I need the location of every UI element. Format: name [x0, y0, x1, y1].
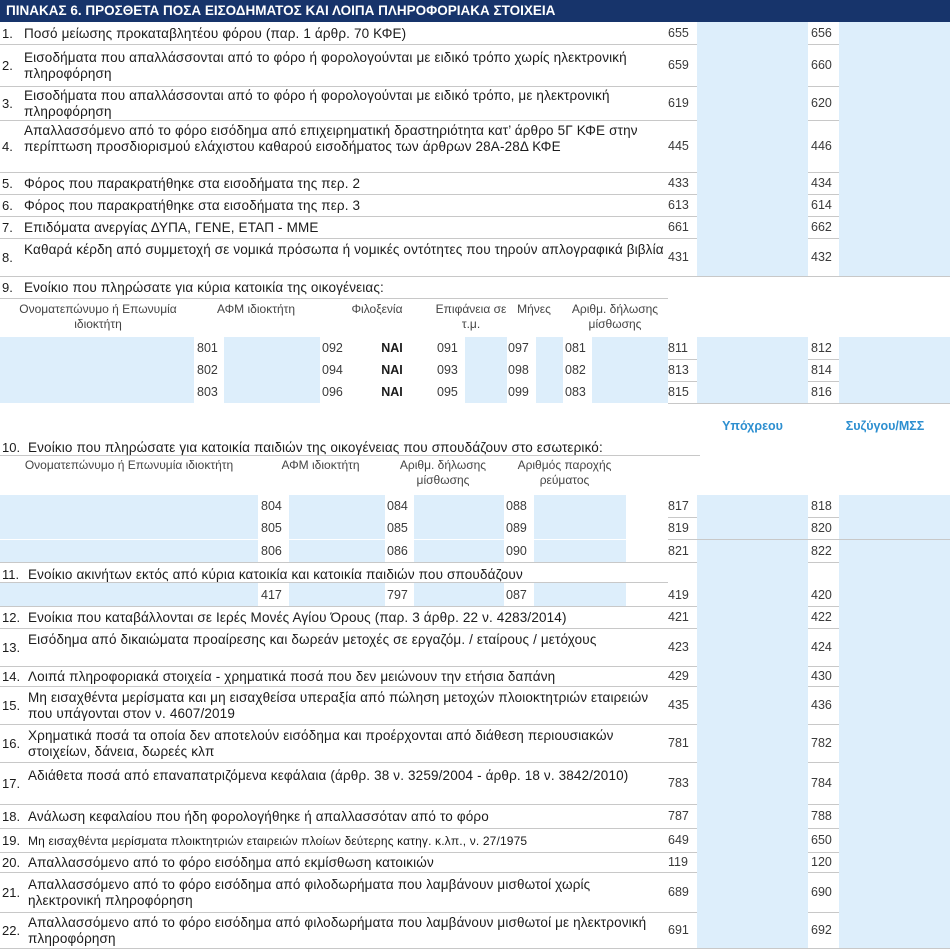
taxpayer-column-label: Υπόχρεου — [722, 419, 783, 433]
months-input[interactable] — [536, 381, 563, 403]
spouse-amount-input[interactable] — [839, 337, 950, 359]
power-supply-input[interactable] — [534, 517, 626, 539]
field-code: 692 — [811, 923, 832, 937]
field-code: 650 — [811, 833, 832, 847]
field-code: 801 — [197, 341, 218, 355]
field-code: 424 — [811, 640, 832, 654]
row-label: Ανάλωση κεφαλαίου που ήδη φορολογήθηκε ή απαλλασσόταν από το φόρο — [28, 809, 489, 824]
spouse-amount-input[interactable] — [839, 872, 950, 912]
row-label: Εισόδημα από δικαιώματα προαίρεσης και δωρεάν μετοχές σε εργαζόμ. / εταίρους / μετόχους — [28, 632, 597, 647]
row-number: 8. — [2, 250, 13, 265]
field-code: 816 — [811, 385, 832, 399]
row-label: Ποσό μείωσης προκαταβλητέου φόρου (παρ. 1 άρθρ. 70 ΚΦΕ) — [24, 26, 407, 41]
row-number: 5. — [2, 176, 13, 191]
field-code: 814 — [811, 363, 832, 377]
spouse-amount-input[interactable] — [839, 606, 950, 628]
taxpayer-amount-input[interactable] — [697, 606, 808, 628]
row-number: 6. — [2, 198, 13, 213]
spouse-amount-input[interactable] — [839, 44, 950, 86]
row-divider — [0, 276, 950, 277]
field-code: 660 — [811, 58, 832, 72]
lease-declaration-input[interactable] — [414, 540, 504, 562]
owner-name-input[interactable] — [0, 359, 194, 381]
spouse-amount-input[interactable] — [839, 216, 950, 238]
taxpayer-amount-input[interactable] — [697, 381, 808, 403]
field-code: 822 — [811, 544, 832, 558]
row-number: 13. — [2, 640, 21, 655]
field-code: 446 — [811, 139, 832, 153]
row-number: 1. — [2, 26, 13, 41]
field-code: 620 — [811, 96, 832, 110]
field-code: 096 — [322, 385, 343, 399]
row-number: 4. — [2, 139, 13, 154]
row-number: 11. — [2, 567, 20, 582]
field-code: 691 — [668, 923, 689, 937]
row-label: Εισοδήματα που απαλλάσσονται από το φόρο ή φορολογούνται με ειδικό τρόπο, με ηλεκτρονική πληροφόρηση — [24, 88, 610, 119]
row-divider — [0, 298, 668, 299]
spouse-column-label: Συζύγου/ΜΣΣ — [845, 419, 925, 433]
taxpayer-amount-input[interactable] — [697, 666, 808, 686]
column-header: Ονοματεπώνυμο ή Επωνυμία ιδιοκτήτη — [19, 302, 177, 331]
row-number: 22. — [2, 923, 21, 938]
row-number: 3. — [2, 96, 13, 111]
field-code: 119 — [668, 855, 688, 869]
spouse-amount-input[interactable] — [839, 912, 950, 948]
row-number: 18. — [2, 809, 21, 824]
spouse-amount-input[interactable] — [839, 22, 950, 44]
power-supply-input[interactable] — [534, 495, 626, 517]
taxpayer-amount-input[interactable] — [697, 44, 808, 86]
field-code: 815 — [668, 385, 689, 399]
row-label: Απαλλασσόμενο από το φόρο εισόδημα από εκμίσθωση κατοικιών — [28, 855, 434, 870]
field-code: 803 — [197, 385, 218, 399]
hospitality-yes-option[interactable]: ΝΑΙ — [381, 385, 403, 399]
spouse-amount-input[interactable] — [839, 359, 950, 381]
field-code: 417 — [261, 588, 282, 602]
column-header: Ονοματεπώνυμο ή Επωνυμία ιδιοκτήτη — [24, 458, 234, 472]
row-number: 7. — [2, 220, 13, 235]
spouse-amount-input[interactable] — [839, 540, 950, 562]
months-input[interactable] — [536, 337, 563, 359]
field-code: 092 — [322, 341, 343, 355]
taxpayer-amount-input[interactable] — [697, 495, 808, 517]
owner-afm-input[interactable] — [289, 517, 385, 539]
row-label: Λοιπά πληροφοριακά στοιχεία - χρηματικά ποσά που δεν μειώνουν την ετήσια δαπάνη — [28, 669, 556, 684]
row-label: Αδιάθετα ποσά από επαναπατριζόμενα κεφάλαια (άρθρ. 38 ν. 3259/2004 - άρθρ. 18 ν. 3842/2010) — [28, 768, 629, 783]
field-code: 787 — [668, 809, 689, 823]
owner-name-input[interactable] — [0, 381, 194, 403]
taxpayer-amount-input[interactable] — [697, 562, 808, 606]
row-label: Φόρος που παρακρατήθηκε στα εισοδήματα της περ. 2 — [24, 176, 361, 191]
field-code: 613 — [668, 198, 689, 212]
taxpayer-amount-input[interactable] — [697, 359, 808, 381]
row-label: Εισοδήματα που απαλλάσσονται από το φόρο ή φορολογούνται με ειδικό τρόπο χωρίς ηλεκτρονική πληροφόρηση — [24, 50, 627, 81]
row-label: Ενοίκιο που πληρώσατε για κατοικία παιδιών της οικογένειας που σπουδάζουν στο εσωτερικό: — [28, 440, 603, 455]
field-code: 084 — [387, 499, 408, 513]
column-header: Φιλοξενία — [351, 302, 403, 316]
field-code: 090 — [506, 544, 527, 558]
field-code: 432 — [811, 250, 832, 264]
field-code: 820 — [811, 521, 832, 535]
spouse-amount-input[interactable] — [839, 724, 950, 762]
row-label: Απαλλασσόμενο από το φόρο εισόδημα από φιλοδωρήματα που λαμβάνουν μισθωτοί με ηλεκτρονική πληροφόρηση — [28, 915, 647, 946]
row-number: 17. — [2, 776, 21, 791]
column-header: Αριθμός παροχής ρεύματος — [517, 458, 612, 487]
field-code: 436 — [811, 698, 832, 712]
spouse-amount-input[interactable] — [839, 495, 950, 517]
row-number: 2. — [2, 58, 13, 73]
field-code: 089 — [506, 521, 527, 535]
row-number: 10. — [2, 440, 21, 455]
field-code: 083 — [565, 385, 586, 399]
taxpayer-amount-input[interactable] — [697, 22, 808, 44]
field-code: 812 — [811, 341, 832, 355]
spouse-amount-input[interactable] — [839, 762, 950, 804]
row-number: 15. — [2, 698, 21, 713]
taxpayer-amount-input[interactable] — [697, 872, 808, 912]
lease-declaration-input[interactable] — [414, 495, 504, 517]
field-code: 429 — [668, 669, 689, 683]
field-code: 797 — [387, 588, 408, 602]
spouse-amount-input[interactable] — [839, 828, 950, 852]
field-code: 656 — [811, 26, 832, 40]
taxpayer-amount-input[interactable] — [697, 828, 808, 852]
owner-afm-input[interactable] — [224, 359, 320, 381]
months-input[interactable] — [536, 359, 563, 381]
row-label: Μη εισαχθέντα μερίσματα και μη εισαχθείσα υπεραξία από πώληση μετοχών πλοιοκτητριών εταιρειών που υπάγονται στον ν. 4607/2019 — [28, 690, 649, 721]
taxpayer-amount-input[interactable] — [697, 120, 808, 172]
hospitality-yes-option[interactable]: ΝΑΙ — [381, 341, 403, 355]
field-code: 614 — [811, 198, 832, 212]
spouse-amount-input[interactable] — [839, 562, 950, 606]
owner-afm-input[interactable] — [224, 381, 320, 403]
spouse-amount-input[interactable] — [839, 120, 950, 172]
hospitality-yes-option[interactable]: ΝΑΙ — [381, 363, 403, 377]
row-divider — [0, 455, 700, 456]
field-code: 818 — [811, 499, 832, 513]
field-code: 619 — [668, 96, 689, 110]
field-code: 095 — [437, 385, 458, 399]
field-code: 088 — [506, 499, 527, 513]
field-code: 649 — [668, 833, 689, 847]
power-supply-input[interactable] — [534, 583, 626, 606]
column-header: Αριθμ. δήλωσης μίσθωσης — [399, 458, 487, 487]
row-label: Μη εισαχθέντα μερίσματα πλοικτητριών εταιρειών πλοίων δεύτερης κατηγ. κ.λπ., ν. 27/1975 — [28, 834, 528, 848]
lease-declaration-input[interactable] — [414, 517, 504, 539]
owner-afm-input[interactable] — [289, 495, 385, 517]
taxpayer-amount-input[interactable] — [697, 686, 808, 724]
taxpayer-amount-input[interactable] — [697, 852, 808, 872]
area-input[interactable] — [465, 359, 507, 381]
spouse-amount-input[interactable] — [839, 86, 950, 120]
spouse-amount-input[interactable] — [839, 804, 950, 828]
column-header: Επιφάνεια σε τ.μ. — [435, 302, 507, 331]
field-code: 781 — [668, 736, 689, 750]
owner-name-input[interactable] — [0, 337, 194, 359]
area-input[interactable] — [465, 381, 507, 403]
row-divider — [668, 403, 950, 404]
lease-declaration-input[interactable] — [414, 583, 504, 606]
spouse-amount-input[interactable] — [839, 238, 950, 276]
field-code: 782 — [811, 736, 832, 750]
owner-afm-input[interactable] — [289, 540, 385, 562]
field-code: 806 — [261, 544, 282, 558]
spouse-amount-input[interactable] — [839, 194, 950, 216]
area-input[interactable] — [465, 337, 507, 359]
owner-afm-input[interactable] — [289, 583, 385, 606]
field-code: 085 — [387, 521, 408, 535]
field-code: 655 — [668, 26, 689, 40]
taxpayer-amount-input[interactable] — [697, 724, 808, 762]
field-code: 081 — [565, 341, 586, 355]
field-code: 422 — [811, 610, 832, 624]
spouse-amount-input[interactable] — [839, 666, 950, 686]
row-label: Καθαρά κέρδη από συμμετοχή σε νομικά πρόσωπα ή νομικές οντότητες που τηρούν απλογραφικά βιβλία — [24, 242, 664, 257]
column-header: ΑΦΜ ιδιοκτήτη — [281, 458, 360, 472]
owner-afm-input[interactable] — [224, 337, 320, 359]
field-code: 087 — [506, 588, 527, 602]
taxpayer-amount-input[interactable] — [697, 540, 808, 562]
field-code: 091 — [437, 341, 458, 355]
row-label: Ενοίκιο που πληρώσατε για κύρια κατοικία της οικογένειας: — [24, 280, 384, 295]
owner-name-input[interactable] — [0, 540, 258, 562]
field-code: 661 — [668, 220, 689, 234]
row-label: Χρηματικά ποσά τα οποία δεν αποτελούν εισόδημα και προέρχονται από διάθεση περιουσιακών στοιχείων, δάνεια, δωρεές κλπ — [28, 728, 614, 759]
field-code: 659 — [668, 58, 689, 72]
field-code: 120 — [811, 855, 832, 869]
field-code: 805 — [261, 521, 282, 535]
field-code: 435 — [668, 698, 689, 712]
field-code: 086 — [387, 544, 408, 558]
spouse-amount-input[interactable] — [839, 852, 950, 872]
row-label: Φόρος που παρακρατήθηκε στα εισοδήματα της περ. 3 — [24, 198, 361, 213]
row-number: 21. — [2, 885, 21, 900]
field-code: 423 — [668, 640, 689, 654]
taxpayer-amount-input[interactable] — [697, 762, 808, 804]
field-code: 783 — [668, 776, 689, 790]
lease-declaration-input[interactable] — [592, 337, 668, 359]
field-code: 094 — [322, 363, 343, 377]
field-code: 819 — [668, 521, 689, 535]
field-code: 817 — [668, 499, 689, 513]
row-number: 19. — [2, 833, 21, 848]
field-code: 804 — [261, 499, 282, 513]
field-code: 434 — [811, 176, 832, 190]
owner-name-input[interactable] — [0, 495, 258, 517]
row-label: Απαλλασσόμενο από το φόρο εισόδημα από φιλοδωρήματα που λαμβάνουν μισθωτοί χωρίς ηλεκτρονική πληροφόρηση — [28, 877, 591, 908]
row-number: 9. — [2, 280, 13, 295]
row-label: Απαλλασσόμενο από το φόρο εισόδημα από επιχειρηματική δραστηριότητα κατ’ άρθρο 5Γ ΚΦΕ στην περίπτωση προσδιορισμού ελάχιστου καθαρού εισοδήματος των άρθρων 28Α-28Δ ΚΦΕ — [24, 123, 638, 154]
field-code: 445 — [668, 139, 689, 153]
field-code: 099 — [508, 385, 529, 399]
column-header: ΑΦΜ ιδιοκτήτη — [216, 302, 296, 316]
table-title: ΠΙΝΑΚΑΣ 6. ΠΡΟΣΘΕΤΑ ΠΟΣΑ ΕΙΣΟΔΗΜΑΤΟΣ ΚΑΙ ΛΟΙΠΑ ΠΛΗΡΟΦΟΡΙΑΚΑ ΣΤΟΙΧΕΙΑ — [0, 0, 950, 22]
column-header: Αριθμ. δήλωσης μίσθωσης — [571, 302, 659, 331]
row-number: 12. — [2, 610, 21, 625]
field-code: 421 — [668, 610, 689, 624]
spouse-amount-input[interactable] — [839, 172, 950, 194]
taxpayer-amount-input[interactable] — [697, 238, 808, 276]
spouse-amount-input[interactable] — [839, 686, 950, 724]
taxpayer-amount-input[interactable] — [697, 337, 808, 359]
owner-name-input[interactable] — [0, 517, 258, 539]
field-code: 662 — [811, 220, 832, 234]
lease-declaration-input[interactable] — [592, 381, 668, 403]
field-code: 811 — [668, 341, 688, 355]
taxpayer-amount-input[interactable] — [697, 194, 808, 216]
row-number: 16. — [2, 736, 21, 751]
row-number: 20. — [2, 855, 21, 870]
field-code: 419 — [668, 588, 689, 602]
spouse-amount-input[interactable] — [839, 517, 950, 539]
taxpayer-amount-input[interactable] — [697, 628, 808, 666]
field-code: 098 — [508, 363, 529, 377]
field-code: 821 — [668, 544, 689, 558]
spouse-amount-input[interactable] — [839, 381, 950, 403]
field-code: 431 — [668, 250, 689, 264]
taxpayer-amount-input[interactable] — [697, 517, 808, 539]
row-label: Ενοίκια που καταβάλλονται σε Ιερές Μονές Αγίου Όρους (παρ. 3 άρθρ. 22 ν. 4283/2014) — [28, 610, 567, 625]
spouse-amount-input[interactable] — [839, 628, 950, 666]
field-code: 093 — [437, 363, 458, 377]
row-label: Επιδόματα ανεργίας ΔΥΠΑ, ΓΕΝΕ, ΕΤΑΠ - ΜΜΕ — [24, 220, 319, 235]
field-code: 788 — [811, 809, 832, 823]
row-label: Ενοίκιο ακινήτων εκτός από κύρια κατοικία και κατοικία παιδιών που σπουδάζουν — [28, 567, 523, 582]
field-code: 082 — [565, 363, 586, 377]
taxpayer-amount-input[interactable] — [697, 216, 808, 238]
taxpayer-amount-input[interactable] — [697, 804, 808, 828]
field-code: 802 — [197, 363, 218, 377]
field-code: 097 — [508, 341, 529, 355]
field-code: 813 — [668, 363, 689, 377]
taxpayer-amount-input[interactable] — [697, 172, 808, 194]
field-code: 689 — [668, 885, 689, 899]
field-code: 784 — [811, 776, 832, 790]
lease-declaration-input[interactable] — [592, 359, 668, 381]
taxpayer-amount-input[interactable] — [697, 912, 808, 948]
column-header: Μήνες — [517, 302, 551, 316]
power-supply-input[interactable] — [534, 540, 626, 562]
field-code: 420 — [811, 588, 832, 602]
field-code: 430 — [811, 669, 832, 683]
field-code: 690 — [811, 885, 832, 899]
field-code: 433 — [668, 176, 689, 190]
owner-name-input[interactable] — [0, 583, 258, 606]
row-number: 14. — [2, 669, 21, 684]
taxpayer-amount-input[interactable] — [697, 86, 808, 120]
